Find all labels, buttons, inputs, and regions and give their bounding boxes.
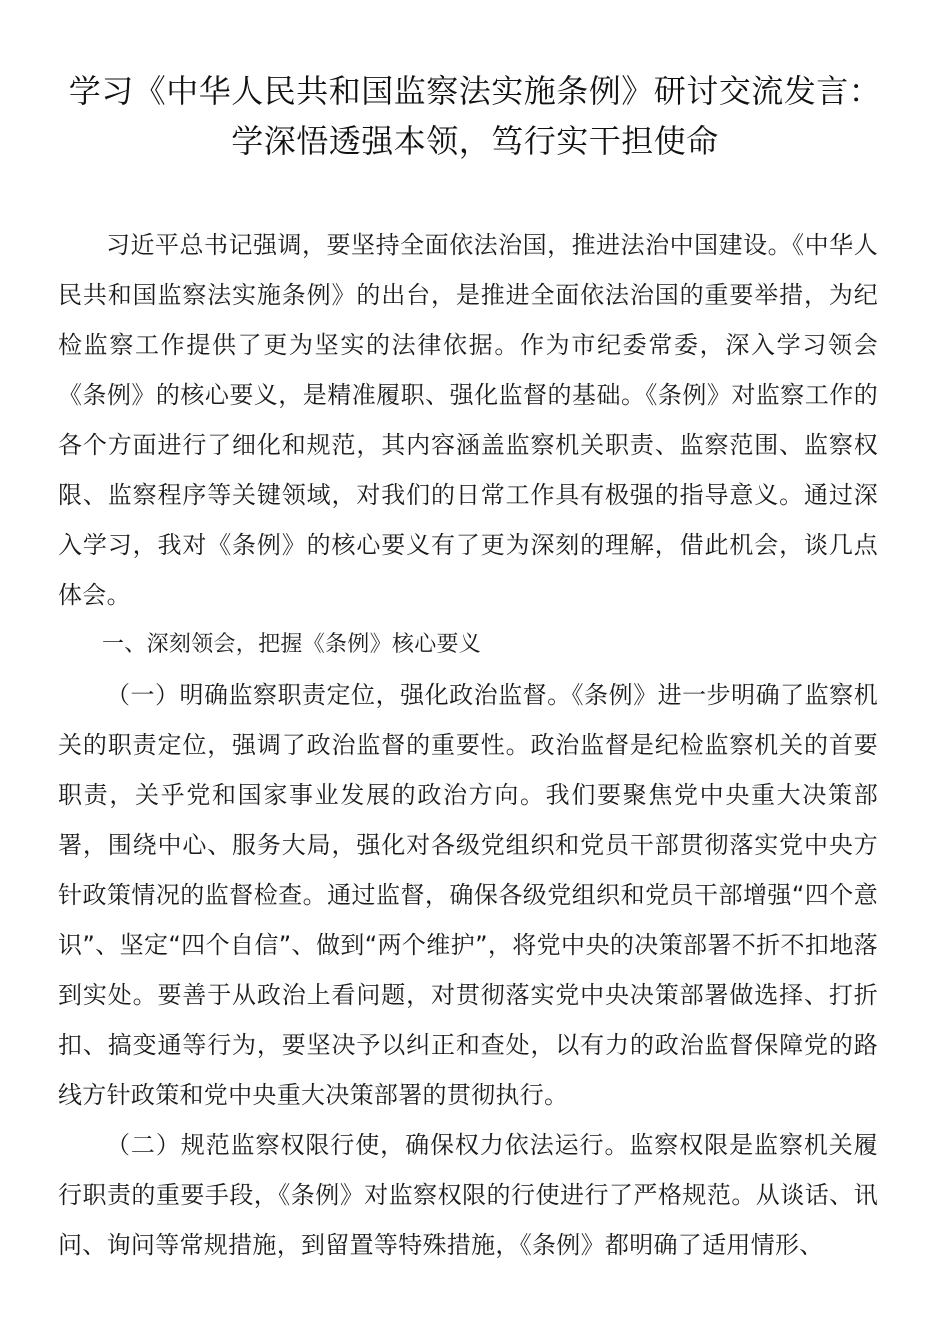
document-title: 学习《中华人民共和国监察法实施条例》研讨交流发言：学深悟透强本领，笃行实干担使命 xyxy=(68,72,882,160)
intro-paragraph: 习近平总书记强调，要坚持全面依法治国，推进法治中国建设。《中华人民共和国监察法实施条例》的出台，是推进全面依法治国的重要举措，为纪检监察工作提供了更为坚实的法律依据。作为市纪委常委，深入学习领会《条例》的核心要义，是精准履职、强化监督的基础。《条例》对监察工作的各个方面进行了细化和规范，其内容涵盖监察机关职责、监察范围、监察权限、监察程序等关键领域，对我们的日常工作具有极强的指导意义。通过深入学习，我对《条例》的核心要义有了更为深刻的理解，借此机会，谈几点体会。 xyxy=(58,231,878,609)
document-body xyxy=(58,220,878,1270)
subsection-paragraph-2: （二）规范监察权限行使，确保权力依法运行。监察权限是监察机关履行职责的重要手段，《条例》对监察权限的行使进行了严格规范。从谈话、讯问、询问等常规措施，到留置等特殊措施，《条例》都明确了适用情形、 xyxy=(58,1131,878,1259)
subsection-paragraph-1: （一）明确监察职责定位，强化政治监督。《条例》进一步明确了监察机关的职责定位，强调了政治监督的重要性。政治监督是纪检监察机关的首要职责，关乎党和国家事业发展的政治方向。我们要聚焦党中央重大决策部署，围绕中心、服务大局，强化对各级党组织和党员干部贯彻落实党中央方针政策情况的监督检查。通过监督，确保各级党组织和党员干部增强“四个意识”、坚定“四个自信”、做到“两个维护”，将党中央的决策部署不折不扣地落到实处。要善于从政治上看问题，对贯彻落实党中央决策部署做选择、打折扣、搞变通等行为，要坚决予以纠正和查处，以有力的政治监督保障党的路线方针政策和党中央重大决策部署的贯彻执行。 xyxy=(58,681,878,1109)
section-heading-1: 一、深刻领会，把握《条例》核心要义 xyxy=(102,632,482,657)
